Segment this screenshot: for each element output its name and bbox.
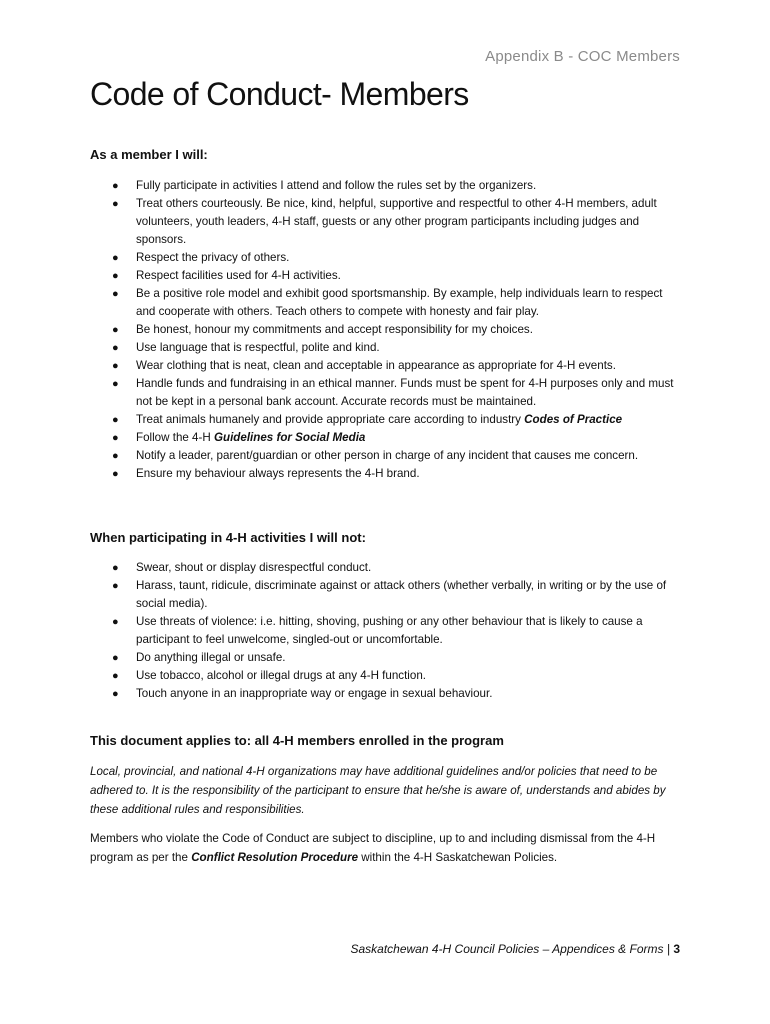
applies-heading: This document applies to: all 4-H members enrolled in the program	[90, 733, 504, 748]
list-item: ● Notify a leader, parent/guardian or other person in charge of any incident that causes me concern.	[110, 447, 680, 465]
list-item: ● Ensure my behaviour always represents the 4-H brand.	[110, 465, 680, 483]
section-heading-will-not: When participating in 4-H activities I will not:	[90, 530, 366, 545]
conflict-resolution-reference: Conflict Resolution Procedure	[191, 851, 359, 864]
bullet-icon: ●	[112, 288, 119, 300]
list-item: ● Respect the privacy of others.	[110, 249, 680, 267]
bullet-icon: ●	[112, 378, 119, 390]
will-not-list	[110, 559, 680, 703]
additional-guidelines-paragraph: Local, provincial, and national 4-H organizations may have additional guidelines and/or policies that need to be adhered to. It is the responsibility of the participant to ensure that he/she is aware of, understands and abides by these additional rules and responsibilities.	[90, 765, 666, 816]
page-title: Code of Conduct- Members	[90, 76, 469, 112]
page-number: 3	[673, 942, 680, 956]
list-item: ● Be honest, honour my commitments and accept responsibility for my choices.	[110, 321, 680, 339]
list-item: ● Harass, taunt, ridicule, discriminate against or attack others (whether verbally, in writing or by the use of social media).	[112, 579, 667, 610]
bullet-icon: ●	[112, 468, 119, 480]
list-item: ● Treat others courteously. Be nice, kind, helpful, supportive and respectful to other 4-H members, adult volunteers, youth leaders, 4-H staff, guests or any other program participants including judges and sponsors.	[112, 197, 657, 246]
bullet-icon: ●	[112, 198, 119, 210]
bullet-icon: ●	[112, 450, 119, 462]
list-item: ● Touch anyone in an inappropriate way or engage in sexual behaviour.	[110, 685, 680, 703]
section-heading-will: As a member I will:	[90, 147, 208, 162]
list-item: ● Swear, shout or display disrespectful conduct.	[110, 559, 680, 577]
discipline-paragraph: Members who violate the Code of Conduct are subject to discipline, up to and including dismissal from the 4-H program as per the Conflict Resolution Procedure within the 4-H Saskatchewan Policies.	[90, 832, 656, 864]
bullet-icon: ●	[112, 324, 119, 336]
list-item-social-media: ● Follow the 4-H Guidelines for Social Media	[110, 429, 680, 447]
will-list	[110, 177, 680, 483]
list-item: ● Handle funds and fundraising in an ethical manner. Funds must be spent for 4-H purposes only and must not be kept in a personal bank account. Accurate records must be maintained.	[112, 377, 674, 408]
list-item: ● Wear clothing that is neat, clean and acceptable in appearance as appropriate for 4-H events.	[110, 357, 680, 375]
list-item: ● Use tobacco, alcohol or illegal drugs at any 4-H function.	[110, 667, 680, 685]
list-item: ● Fully participate in activities I attend and follow the rules set by the organizers.	[110, 177, 680, 195]
list-item: ● Use threats of violence: i.e. hitting, shoving, pushing or any other behaviour that is likely to cause a participant to feel unwelcome, singled-out or uncomfortable.	[112, 615, 643, 646]
bullet-icon: ●	[112, 432, 119, 444]
page-footer: Saskatchewan 4-H Council Policies – Appendices & Forms | 3	[350, 942, 680, 956]
bullet-icon: ●	[112, 580, 119, 592]
appendix-header-label: Appendix B - COC Members	[485, 48, 680, 65]
bullet-icon: ●	[112, 360, 119, 372]
codes-of-practice-reference: Codes of Practice	[524, 413, 623, 426]
bullet-icon: ●	[112, 270, 119, 282]
bullet-icon: ●	[112, 652, 119, 664]
list-item-codes-of-practice: ● Treat animals humanely and provide appropriate care according to industry Codes of Practice	[110, 411, 680, 429]
bullet-icon: ●	[112, 342, 119, 354]
list-item: ● Respect facilities used for 4-H activities.	[110, 267, 680, 285]
bullet-icon: ●	[112, 252, 119, 264]
list-item: ● Be a positive role model and exhibit good sportsmanship. By example, help individuals learn to respect and cooperate with others. Teach others to compete with honesty and fair play.	[112, 287, 663, 318]
list-item: ● Use language that is respectful, polite and kind.	[110, 339, 680, 357]
bullet-icon: ●	[112, 562, 119, 574]
bullet-icon: ●	[112, 616, 119, 628]
list-item: ● Do anything illegal or unsafe.	[110, 649, 680, 667]
bullet-icon: ●	[112, 688, 119, 700]
bullet-icon: ●	[112, 670, 119, 682]
bullet-icon: ●	[112, 414, 119, 426]
social-media-guidelines-reference: Guidelines for Social Media	[213, 431, 366, 444]
bullet-icon: ●	[112, 180, 119, 192]
